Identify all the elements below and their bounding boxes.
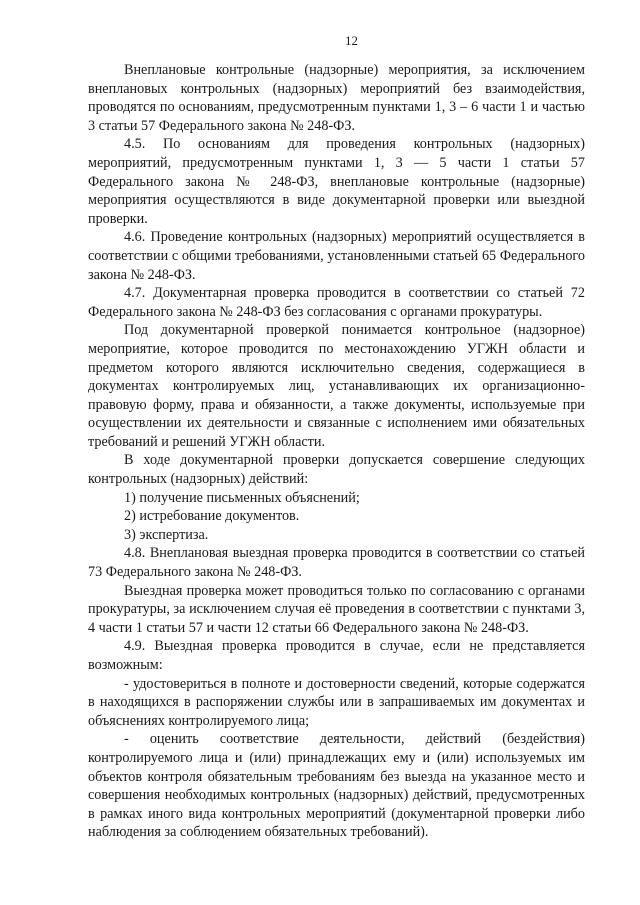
- paragraph-documentary-definition: Под документарной проверкой понимается контрольное (надзорное) мероприятие, которое проводится по местонахождению УГЖН области и предметом которого являются исключительно сведения, содержащиеся в документах контролируемых лиц, устанавливающих их организационно-правовую форму, права и обязанности, а также документы, используемые при осуществлении их деятельности и связанные с исполнением ими обязательных требований и решений УГЖН области.: [88, 322, 585, 450]
- paragraph-4-6: 4.6. Проведение контрольных (надзорных) мероприятий осуществляется в соответствии с общими требованиями, установленными статьей 65 Федерального закона № 248-ФЗ.: [88, 229, 585, 283]
- paragraph-4-8: 4.8. Внеплановая выездная проверка проводится в соответствии со статьей 73 Федерального закона № 248-ФЗ.: [88, 545, 585, 581]
- list-item-verify-completeness: - удостовериться в полноте и достоверности сведений, которые содержатся в находящихся в распоряжении службы или в запрашиваемых им документах и объяснениях контролируемого лица;: [88, 675, 585, 729]
- paragraph-4-9: 4.9. Выездная проверка проводится в случае, если не представляется возможным:: [88, 638, 585, 673]
- list-item-documents: 2) истребование документов.: [124, 508, 300, 525]
- page-number: 12: [345, 33, 358, 48]
- paragraph-documentary-actions: В ходе документарной проверки допускается совершение следующих контрольных (надзорных) действий:: [88, 452, 585, 488]
- paragraph-4-7: 4.7. Документарная проверка проводится в соответствии со статьей 72 Федерального закона № 248-ФЗ без согласования с органами прокуратуры.: [88, 285, 585, 320]
- paragraph-4-5: 4.5. По основаниям для проведения контрольных (надзорных) мероприятий, предусмотренным пунктами 1, 3 — 5 части 1 статьи 57 Федерального закона № 248-ФЗ, внеплановые контрольные (надзорные) мероприятия осуществляются в виде документарной проверки или выездной проверки.: [88, 136, 585, 227]
- list-item-assess-compliance: - оценить соответствие деятельности, действий (бездействия) контролируемого лица и (или) принадлежащих ему и (или) используемых им объектов контроля обязательным требованиям без выезда на указанное место и совершения необходимых контрольных (надзорных) действий, предусмотренных в рамках иного вида контрольных мероприятий (документарной проверки либо наблюдения за соблюдением обязательных требований).: [88, 731, 585, 841]
- paragraph-unscheduled-grounds: Внеплановые контрольные (надзорные) мероприятия, за исключением внеплановых контрольных (надзорных) мероприятий без взаимодействия, проводятся по основаниям, предусмотренным пунктами 1, 3 – 6 части 1 и частью 3 статьи 57 Федерального закона № 248-ФЗ.: [88, 62, 585, 134]
- paragraph-field-inspection-approval: Выездная проверка может проводиться только по согласованию с органами прокуратуры, за исключением случая её проведения в соответствии с пунктами 3, 4 части 1 статьи 57 и части 12 статьи 66 Федерального закона № 248-ФЗ.: [88, 582, 585, 636]
- list-item-explanations: 1) получение письменных объяснений;: [124, 489, 360, 506]
- list-item-expertise: 3) экспертиза.: [124, 526, 209, 543]
